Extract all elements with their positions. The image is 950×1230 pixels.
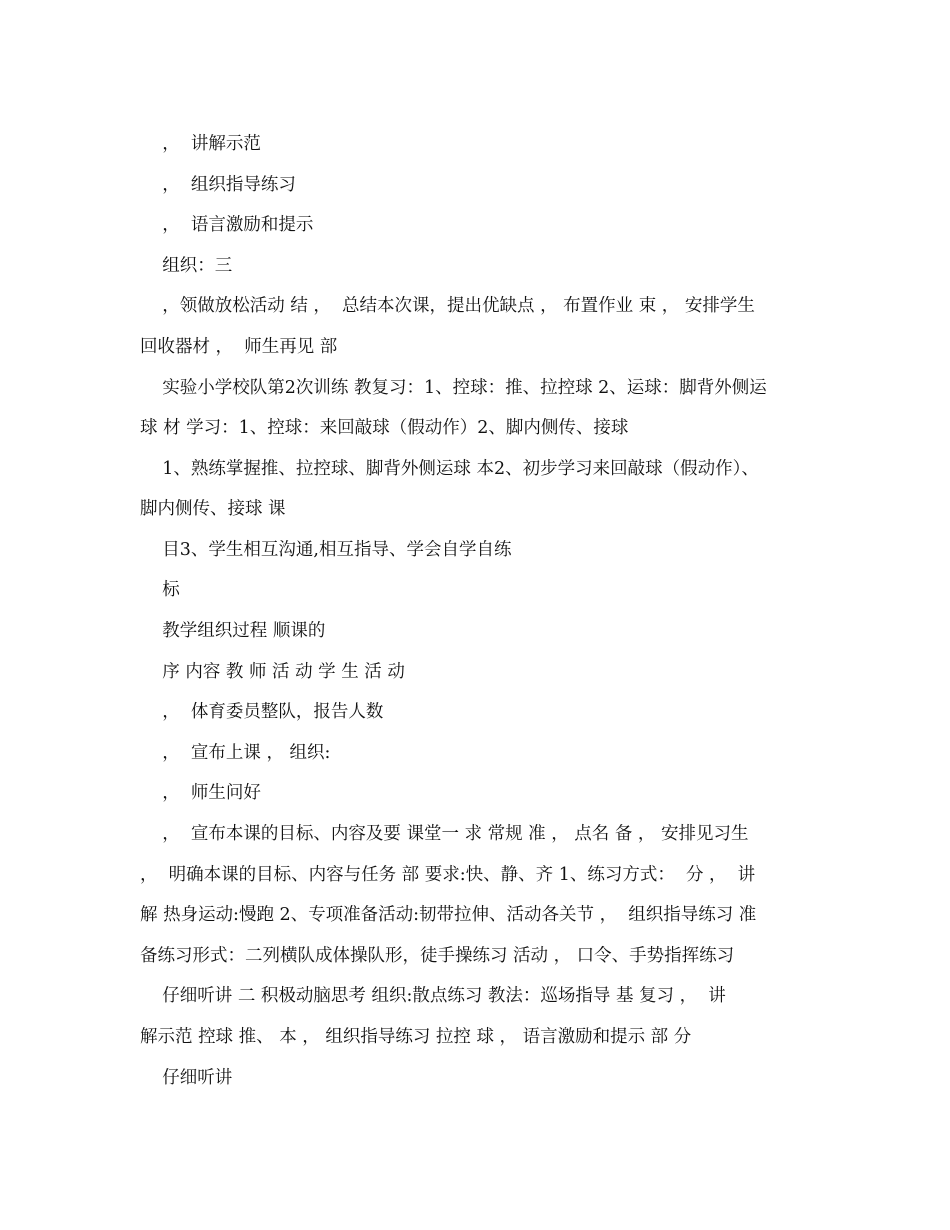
text-line: 解示范 控球 推、 本 ， 组织指导练习 拉控 球 ， 语言激励和提示 部 分: [140, 1027, 692, 1047]
text-line: ， 体育委员整队，报告人数: [140, 702, 384, 722]
text-line: 标: [140, 580, 180, 600]
text-line: 备练习形式：二列横队成体操队形，徒手操练习 活动 ， 口令、手势指挥练习: [140, 946, 735, 966]
text-line: ， 明确本课的目标、内容与任务 部 要求:快、静、齐 1、练习方式： 分 ， 讲: [140, 865, 756, 885]
text-line: 实验小学校队第2次训练 教复习：1、控球：推、拉控球 2、运球：脚背外侧运: [140, 378, 767, 398]
text-line: ，领做放松活动 结 ， 总结本次课，提出优缺点 ， 布置作业 束 ， 安排学生: [140, 296, 755, 316]
text-line: 脚内侧传、接球 课: [140, 499, 286, 519]
text-line: 组织：三: [140, 256, 233, 276]
text-line: 仔细听讲 二 积极动脑思考 组织:散点练习 教法：巡场指导 基 复习 ， 讲: [140, 986, 726, 1006]
text-line: ， 组织指导练习: [140, 175, 296, 195]
text-line: ， 宣布上课 ， 组织:: [140, 743, 331, 763]
text-line: 仔细听讲: [140, 1068, 233, 1088]
text-line: 回收器材 ， 师生再见 部: [140, 337, 338, 357]
text-line: 序 内容 教 师 活 动 学 生 活 动: [140, 662, 405, 682]
text-line: ， 讲解示范: [140, 134, 261, 154]
text-line: 解 热身运动:慢跑 2、专项准备活动:韧带拉伸、活动各关节 ， 组织指导练习 准: [140, 905, 757, 925]
text-line: 教学组织过程 顺课的: [140, 621, 326, 641]
text-line: ， 师生问好: [140, 783, 261, 803]
text-line: ， 宣布本课的目标、内容及要 课堂一 求 常规 准 ， 点名 备 ， 安排见习生: [140, 824, 749, 844]
text-line: 目3、学生相互沟通,相互指导、学会自学自练: [140, 540, 512, 560]
text-line: ， 语言激励和提示: [140, 215, 314, 235]
text-line: 球 材 学习：1、控球：来回敲球（假动作）2、脚内侧传、接球: [140, 418, 629, 438]
text-line: 1、熟练掌握推、拉控球、脚背外侧运球 本2、初步学习来回敲球（假动作）、: [140, 459, 759, 479]
